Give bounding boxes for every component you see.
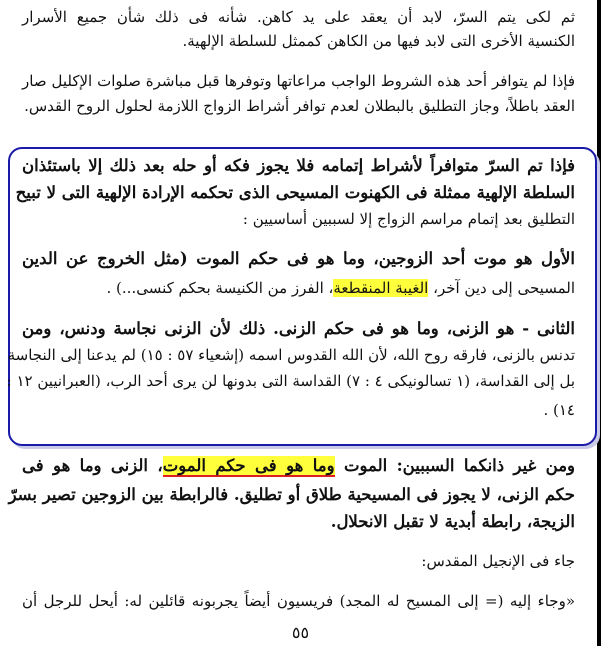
paragraph-1-line-1: ثم لكى يتم السرّ، لابد أن يعقد على يد كاهن. شأنه فى ذلك شأن جميع الأسرار <box>22 8 575 26</box>
paragraph-4-line-1: جاء فى الإنجيل المقدس: <box>421 552 575 570</box>
paragraph-3-line-2: حكم الزنى، لا يجوز فى المسيحية طلاق أو تطليق. فالرابطة بين الزوجين تصير بسرّ <box>8 485 575 504</box>
paragraph-2-line-1: فإذا لم يتوافر أحد هذه الشروط الواجب مراعاتها وتوفرها قبل مباشرة صلوات الإكليل صار <box>22 72 575 90</box>
boxed-line-1: فإذا تم السرّ متوافراً لأشراط إتمامه فلا يجوز فكه أو حله بعد ذلك إلا باستئذان <box>22 156 575 175</box>
second-reason-line-2: تدنس بالزنى، فارقه روح الله، لأن الله القدوس اسمه (إشعياء ٥٧ : ١٥) لم يدعنا إلى النجاسة <box>7 346 575 364</box>
paragraph-3-line-3: الزيجة، رابطة أبدية لا تقبل الانحلال. <box>330 512 575 531</box>
paragraph-3-text-b: ، الزنى وما هو فى <box>22 456 163 475</box>
paragraph-1-line-2: الكنسية الأخرى التى لابد فيها من الكاهن كممثل للسلطة الإلهية. <box>182 32 575 50</box>
first-reason-text-b: ، الفرز من الكنيسة بحكم كنسى...) . <box>106 279 334 297</box>
highlighted-phrase: الغيبة المنقطعة <box>333 279 429 297</box>
paragraph-5-line-1: «وجاء إليه (= إلى المسيح له المجد) فريسيون أيضاً يجربونه قائلين له: أيحل للرجل أن <box>22 592 575 610</box>
second-reason-line-1: الثانى - هو الزنى، وما هو فى حكم الزنى. ذلك لأن الزنى نجاسة ودنس، ومن <box>22 319 575 338</box>
first-reason-line-2 <box>22 277 575 299</box>
boxed-line-3: التطليق بعد إتمام مراسم الزواج إلا لسببين أساسيين : <box>242 210 575 228</box>
first-reason-line-1: الأول هو موت أحد الزوجين، وما هو فى حكم الموت (مثل الخروج عن الدين <box>22 249 575 268</box>
boxed-line-2: السلطة الإلهية ممثلة فى الكهنوت المسيحى الذى تحكمه الإرادة الإلهية التى لا تبيح <box>15 183 575 202</box>
paragraph-3-line-1 <box>22 455 575 477</box>
highlighted-phrase-2: وما هو فى حكم الموت <box>162 456 335 475</box>
first-reason-text-a: المسيحى إلى دين آخر، <box>433 279 575 297</box>
paragraph-2-line-2: العقد باطلاً، وجاز التطليق بالبطلان لعدم توافر أشراط الزواج اللازمة لحلول الروح القدس. <box>24 97 575 115</box>
paragraph-3-text-a: ومن غير ذانكما السببين: الموت <box>343 456 576 475</box>
page-edge <box>597 0 601 646</box>
page-number: ٥٥ <box>291 623 310 642</box>
second-reason-line-4: ١٤) . <box>543 401 575 419</box>
second-reason-line-3: بل إلى القداسة، (١ تسالونيكى ٤ : ٧) القداسة التى بدونها لن يرى أحد الرب، (العبرانيين ١٢ : <box>6 372 575 390</box>
